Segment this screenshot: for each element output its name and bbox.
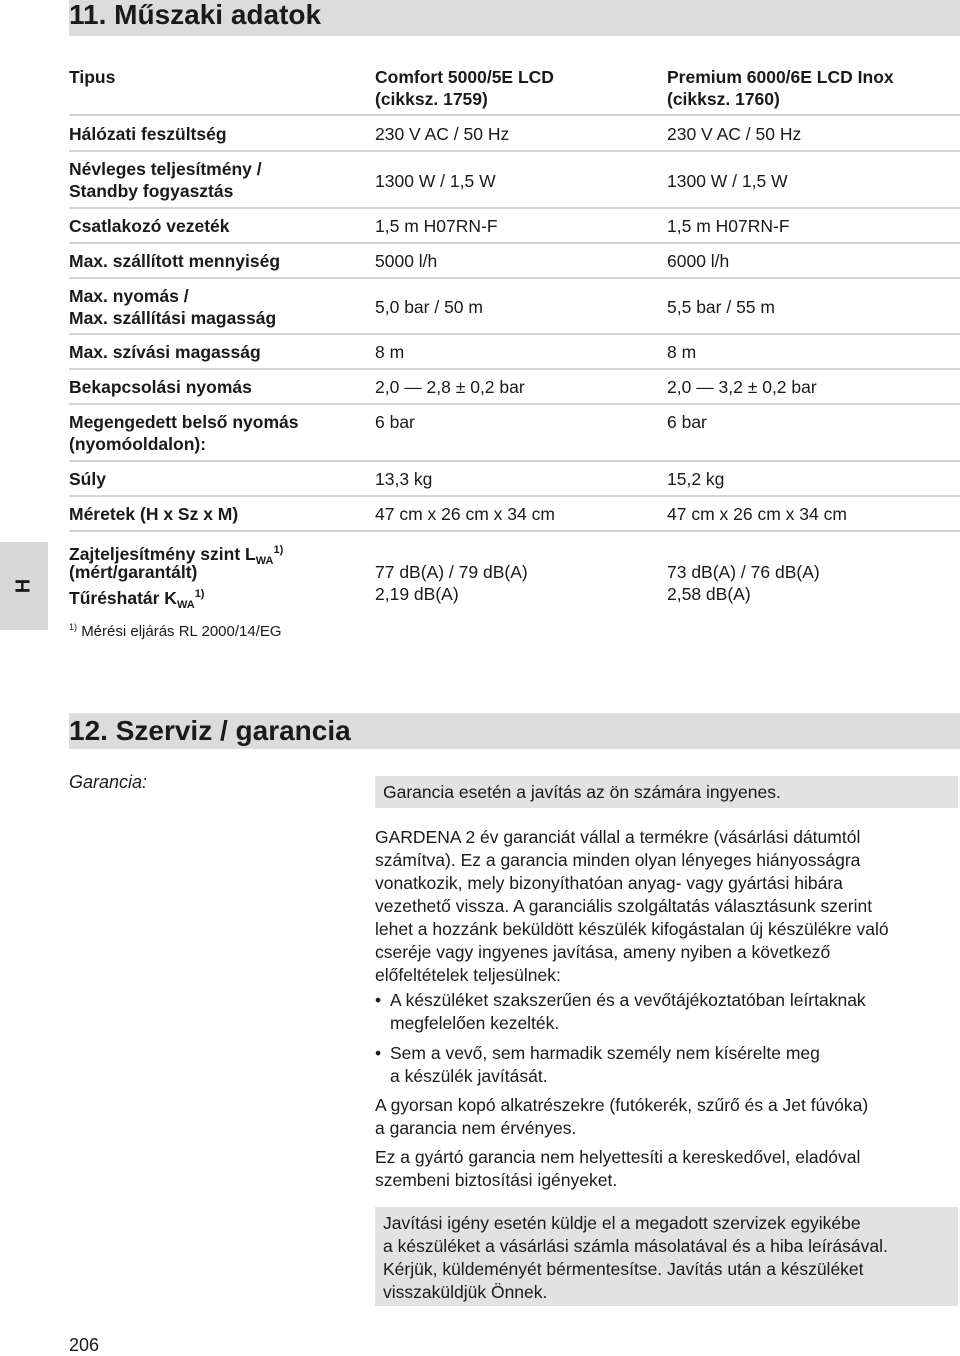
header-col1-code: (cikksz. 1759) (375, 89, 488, 109)
header-col1-name: Comfort 5000/5E LCD (375, 67, 554, 87)
language-tab (0, 542, 48, 630)
guarantee-paragraph: GARDENA 2 év garanciát vállal a termékre (vásárlási dátumtól számítva). Ez a garancia minden olyan lényeges hiányosságra vonatkozik, mely bizonyíthatóan anyag- vagy gyártási hibára vezethető vissza. A garanciális szolgáltatás választásunk szerint lehet a hozzánk beküldött készülék kifogástalan új készülékre való cseréje vagy ingyenes javítása, ameny nyiben a következő előfeltételek teljesülnek: (375, 827, 889, 985)
section-title: 12. Szerviz / garancia (69, 715, 351, 746)
guarantee-free-box (375, 776, 958, 808)
row-label-voltage: Hálózati feszültség (69, 124, 227, 144)
row-label-cable: Csatlakozó vezeték (69, 216, 230, 236)
row-label-head: Max. szállítási magasság (69, 308, 277, 328)
row-value-pressure-comfort: 5,0 bar / 50 m (375, 297, 483, 317)
header-col2-name: Premium 6000/6E LCD Inox (667, 67, 894, 87)
row-value-cable-premium: 1,5 m H07RN-F (667, 216, 790, 236)
row-value-noise-comfort: 77 dB(A) / 79 dB(A) (375, 562, 528, 582)
footnote: $^{1)}$ Mérési eljárás RL 2000/14/EG (69, 622, 282, 640)
row-value-weight-premium: 15,2 kg (667, 469, 725, 489)
row-divider (69, 150, 960, 152)
row-label-flow: Max. szállított mennyiség (69, 251, 281, 271)
row-label-weight: Súly (69, 469, 106, 489)
row-value-suction-comfort: 8 m (375, 342, 405, 362)
guarantee-label: Garancia: (69, 772, 148, 792)
row-divider (69, 242, 960, 244)
row-value-internal-comfort: 6 bar (375, 412, 415, 432)
row-label-noise-level: Zajteljesítmény szint $L_{WA}^{1)}$ (69, 544, 284, 567)
row-value-flow-premium: 6000 l/h (667, 251, 730, 271)
row-label-suction: Max. szívási magasság (69, 342, 261, 362)
row-label-power: Névleges teljesítmény / (69, 159, 262, 179)
row-value-switch-premium: 2,0 — 3,2 ± 0,2 bar (667, 377, 817, 397)
row-value-noise-premium: 73 dB(A) / 76 dB(A) (667, 562, 820, 582)
row-label-pressure: Max. nyomás / (69, 286, 189, 306)
dealer-warranty-paragraph: Ez a gyártó garancia nem helyettesíti a kereskedővel, eladóval szembeni biztosítási igényeket. (375, 1147, 861, 1190)
row-label-pressure-side: (nyomóoldalon): (69, 434, 207, 454)
language-letter: H (12, 578, 35, 594)
row-divider (69, 207, 960, 209)
row-label-standby: Standby fogyasztás (69, 181, 234, 201)
row-value-power-premium: 1300 W / 1,5 W (667, 171, 788, 191)
row-divider (69, 333, 960, 335)
page-number: 206 (69, 1335, 100, 1355)
row-value-switch-comfort: 2,0 — 2,8 ± 0,2 bar (375, 377, 525, 397)
row-value-cable-comfort: 1,5 m H07RN-F (375, 216, 498, 236)
bullet-icon: • (375, 1043, 382, 1063)
row-value-weight-comfort: 13,3 kg (375, 469, 433, 489)
row-value-power-comfort: 1300 W / 1,5 W (375, 171, 496, 191)
row-label-measured-guaranteed: (mért/garantált) (69, 562, 198, 582)
row-value-tolerance-premium: 2,58 dB(A) (667, 584, 751, 604)
row-value-voltage-premium: 230 V AC / 50 Hz (667, 124, 802, 144)
header-col2-code: (cikksz. 1760) (667, 89, 780, 109)
row-value-suction-premium: 8 m (667, 342, 697, 362)
row-divider (69, 114, 960, 116)
bullet-icon: • (375, 990, 382, 1010)
row-divider (69, 495, 960, 497)
row-divider (69, 277, 960, 279)
row-value-dimensions-premium: 47 cm x 26 cm x 34 cm (667, 504, 847, 524)
row-divider (69, 460, 960, 462)
row-value-flow-comfort: 5000 l/h (375, 251, 438, 271)
row-label-tolerance: Tűréshatár $K_{WA}^{1)}$ (69, 588, 205, 611)
row-label-dimensions: Méretek (H x Sz x M) (69, 504, 239, 524)
guarantee-free-text: Garancia esetén a javítás az ön számára ingyenes. (383, 782, 781, 802)
row-divider (69, 368, 960, 370)
wear-parts-paragraph: A gyorsan kopó alkatrészekre (futókerék, szűrő és a Jet fúvóka) a garancia nem érvényes. (375, 1095, 869, 1138)
row-label-switch-pressure: Bekapcsolási nyomás (69, 377, 252, 397)
row-value-voltage-comfort: 230 V AC / 50 Hz (375, 124, 510, 144)
repair-request-box: Javítási igény esetén küldje el a megadott szervizek egyikébe a készüléket a vásárlási számla másolatával és a hiba leírásával. Kérjük, küldeményét bérmentesítse. Javítás után a készüléket visszaküldjük Önnek. (375, 1207, 958, 1306)
row-label-internal-pressure: Megengedett belső nyomás (69, 412, 299, 432)
row-value-dimensions-comfort: 47 cm x 26 cm x 34 cm (375, 504, 555, 524)
row-divider (69, 403, 960, 405)
row-value-tolerance-comfort: 2,19 dB(A) (375, 584, 459, 604)
row-divider (69, 530, 960, 532)
row-value-internal-premium: 6 bar (667, 412, 707, 432)
header-label: Tipus (69, 67, 116, 87)
row-value-pressure-premium: 5,5 bar / 55 m (667, 297, 775, 317)
section-title: 11. Műszaki adatok (69, 0, 322, 30)
